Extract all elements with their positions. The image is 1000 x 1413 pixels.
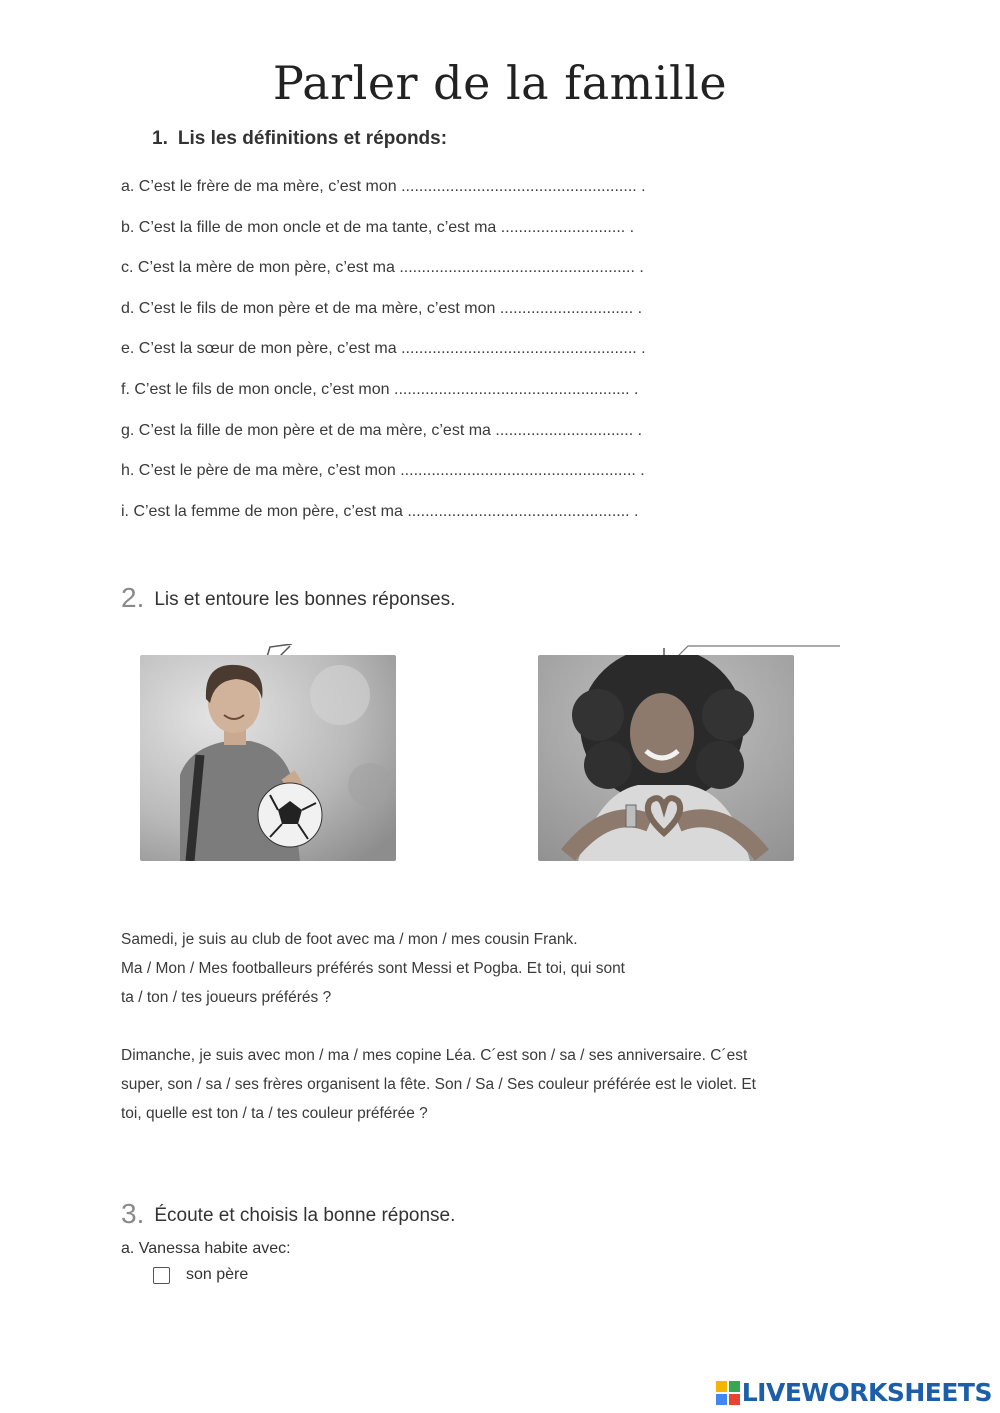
definition-item-f[interactable]: f. C’est le fils de mon oncle, c’est mon ..................................................... . [121,380,639,398]
section3-heading [121,1198,455,1230]
answer-option-label: son père [186,1266,249,1283]
definition-item-g[interactable]: g. C’est la fille de mon père et de ma mère, c’est ma ............................... . [121,421,643,439]
liveworksheets-logo-icon [716,1381,740,1405]
section2-heading [121,582,455,614]
paragraph-saturday [121,929,841,1016]
paragraph-line: Samedi, je suis au club de foot avec ma / mon / mes cousin Frank. [121,931,578,948]
section2-heading-text: Lis et entoure les bonnes réponses. [154,589,456,610]
definition-item-b[interactable]: b. C’est la fille de mon oncle et de ma tante, c’est ma ............................ . [121,218,635,236]
section3-heading-text: Écoute et choisis la bonne réponse. [154,1205,456,1226]
section1-heading [152,128,447,150]
definition-item-h[interactable]: h. C’est le père de ma mère, c’est mon ..................................................... . [121,462,645,480]
definition-list [121,176,761,541]
definition-item-a[interactable]: a. C’est le frère de ma mère, c’est mon ..................................................... . [121,178,646,195]
paragraph-sunday [121,1045,841,1132]
section1-number: 1. [152,128,168,149]
logo-text: LIVEWORKSHEETS [741,1378,992,1407]
section2-number: 2. [121,582,145,613]
section3-number: 3. [121,1198,145,1229]
definition-item-c[interactable]: c. C’est la mère de mon père, c’est ma ..................................................... . [121,259,644,277]
paragraph-line: ta / ton / tes joueurs préférés ? [121,989,332,1006]
liveworksheets-logo[interactable] [716,1378,992,1407]
definition-item-e[interactable]: e. C’est la sœur de mon père, c’est ma ..................................................... . [121,340,646,358]
question-a: a. Vanessa habite avec: [121,1240,291,1257]
definition-item-d[interactable]: d. C’est le fils de mon père et de ma mère, c’est mon .............................. . [121,299,643,317]
section1-heading-text: Lis les définitions et réponds: [177,128,448,149]
girl-heart-hands-photo [538,655,794,861]
checkbox[interactable] [153,1267,170,1284]
definition-item-i[interactable]: i. C’est la femme de mon père, c’est ma .................................................. . [121,502,639,520]
paragraph-line: Dimanche, je suis avec mon / ma / mes copine Léa. C´est son / sa / ses anniversaire. C´est [121,1047,748,1064]
answer-option-son-pere[interactable] [153,1266,248,1284]
paragraph-line: toi, quelle est ton / ta / tes couleur préférée ? [121,1105,428,1122]
paragraph-line: super, son / sa / ses frères organisent la fête. Son / Sa / Ses couleur préférée est le violet. Et [121,1076,756,1093]
page-title: Parler de la famille [272,56,728,110]
boy-with-football-photo [140,655,396,861]
paragraph-line: Ma / Mon / Mes footballeurs préférés sont Messi et Pogba. Et toi, qui sont [121,960,625,977]
